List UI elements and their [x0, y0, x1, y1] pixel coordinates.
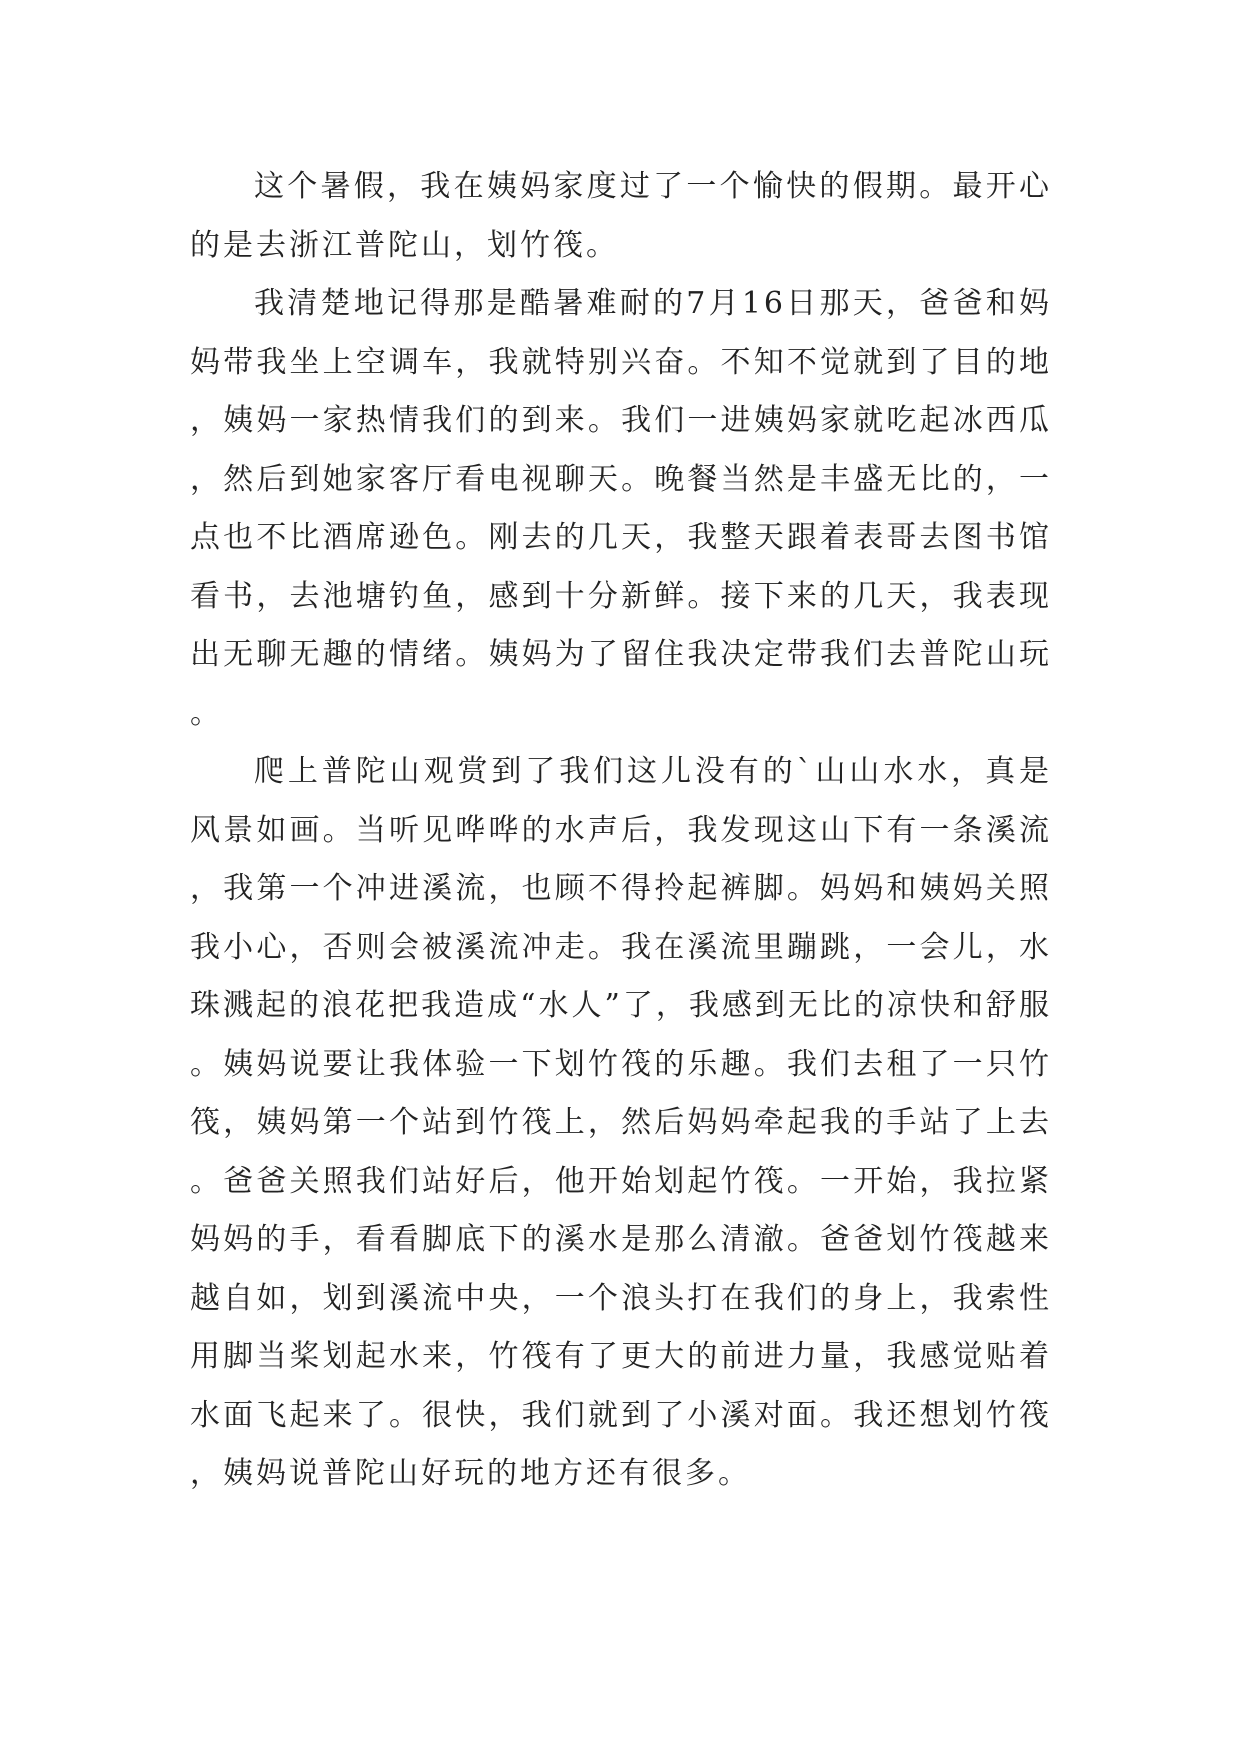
paragraph-1: 这个暑假，我在姨妈家度过了一个愉快的假期。最开心的是去浙江普陀山，划竹筏。: [190, 169, 1052, 263]
paragraph-2: 我清楚地记得那是酷暑难耐的7月16日那天，爸爸和妈妈带我坐上空调车，我就特别兴奋。不知不觉就到了目的地，姨妈一家热情我们的到来。我们一进姨妈家就吃起冰西瓜，然后到她家客厅看电视聊天。晚餐当然是丰盛无比的，一点也不比酒席逊色。刚去的几天，我整天跟着表哥去图书馆看书，去池塘钓鱼，感到十分新鲜。接下来的几天，我表现出无聊无趣的情绪。姨妈为了留住我决定带我们去普陀山玩。: [190, 286, 1052, 731]
paragraph-3: 爬上普陀山观赏到了我们这儿没有的`山山水水，真是风景如画。当听见哗哗的水声后，我发现这山下有一条溪流，我第一个冲进溪流，也顾不得拎起裤脚。妈妈和姨妈关照我小心，否则会被溪流冲走。我在溪流里蹦跳，一会儿，水珠溅起的浪花把我造成“水人”了，我感到无比的凉快和舒服。姨妈说要让我体验一下划竹筏的乐趣。我们去租了一只竹筏，姨妈第一个站到竹筏上，然后妈妈牵起我的手站了上去。爸爸关照我们站好后，他开始划起竹筏。一开始，我拉紧妈妈的手，看看脚底下的溪水是那么清澈。爸爸划竹筏越来越自如，划到溪流中央，一个浪头打在我们的身上，我索性用脚当桨划起水来，竹筏有了更大的前进力量，我感觉贴着水面飞起来了。很快，我们就到了小溪对面。我还想划竹筏，姨妈说普陀山好玩的地方还有很多。: [190, 754, 1052, 1491]
document-body: [190, 158, 1052, 1504]
